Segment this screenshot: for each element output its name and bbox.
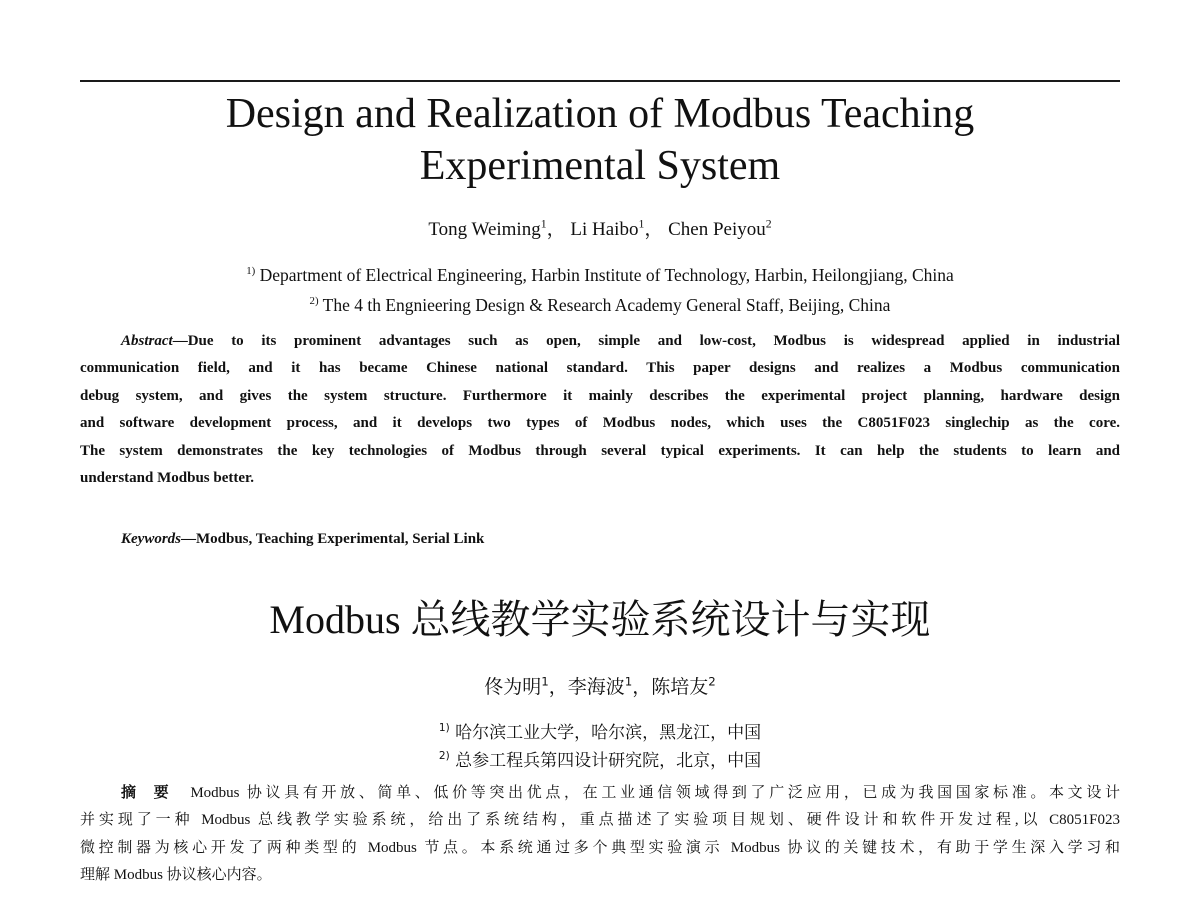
affiliation-marker: 1 — [541, 674, 549, 689]
author-separator: ， — [644, 219, 664, 240]
author-name: 李海波 — [567, 676, 625, 698]
affiliation-marker: 1 — [540, 217, 547, 231]
abstract-chinese — [80, 780, 1120, 890]
affiliation-marker: 2 — [765, 217, 772, 231]
abstract-line: debug system, and gives the system structure. Furthermore it mainly describes the experimental project planning, hardware design — [80, 387, 1120, 404]
author-name: 佟为明 — [484, 676, 542, 698]
affiliation-2-chinese — [0, 750, 1200, 772]
paper-title-chinese: Modbus 总线教学实验系统设计与实现 — [269, 597, 931, 642]
affiliation-text: Department of Electrical Engineering, Harbin Institute of Technology, Harbin, Heilongjiang, China — [259, 265, 954, 285]
abstract-line: Abstract—Due to its prominent advantages such as open, simple and low-cost, Modbus is widespread applied in industrial — [121, 333, 1120, 349]
title-line-1: Design and Realization of Modbus Teaching — [225, 91, 975, 137]
affiliation-text: The 4 th Engnieering Design & Research Academy General Staff, Beijing, China — [322, 295, 891, 315]
author-name: Li Haibo — [570, 219, 639, 240]
affiliation-text: 哈尔滨工业大学，哈尔滨，黑龙江，中国 — [455, 723, 762, 743]
paper-title-english — [0, 88, 1200, 192]
author-separator: ， — [546, 219, 566, 240]
affiliation-mark: 1) — [246, 264, 256, 277]
affiliation-marker: 2 — [708, 674, 716, 689]
author-name: 陈培友 — [651, 676, 709, 698]
author-separator: ， — [548, 676, 568, 698]
affiliation-marker: 1 — [638, 217, 645, 231]
author-list-chinese — [0, 675, 1200, 699]
keywords-english — [121, 528, 484, 550]
abstract-line: The system demonstrates the key technologies of Modbus through several typical experiments. It can help the students to learn and — [80, 442, 1120, 459]
abstract-line: 摘要 Modbus 协议具有开放、简单、低价等突出优点，在工业通信领域得到了广泛应用，已成为我国国家标准。本文设计 — [121, 785, 1120, 801]
abstract-line: 并实现了一种 Modbus 总线教学实验系统，给出了系统结构，重点描述了实验项目规划、硬件设计和软件开发过程,以 C8051F023 — [80, 812, 1120, 829]
author-separator: ， — [632, 676, 652, 698]
keywords-text: —Modbus, Teaching Experimental, Serial Link — [181, 531, 485, 547]
keywords-label: Keywords — [121, 531, 181, 547]
affiliation-1-english — [0, 264, 1200, 286]
abstract-line: 微控制器为核心开发了两种类型的 Modbus 节点。本系统通过多个典型实验演示 Modbus 协议的关键技术，有助于学生深入学习和 — [80, 839, 1120, 856]
abstract-line: and software development process, and it develops two types of Modbus nodes, which uses the C8051F023 singlechip as the core. — [80, 415, 1120, 432]
abstract-english — [80, 328, 1120, 492]
author-name: Tong Weiming — [428, 219, 541, 240]
affiliation-mark: 2) — [309, 294, 319, 307]
affiliation-2-english — [0, 294, 1200, 316]
abstract-line: communication field, and it has became Chinese national standard. This paper designs and realizes a Modbus communication — [80, 360, 1120, 377]
author-name: Chen Peiyou — [668, 219, 766, 240]
header-rule — [80, 80, 1120, 82]
author-list-english — [0, 218, 1200, 242]
abstract-line: understand Modbus better. — [80, 469, 255, 486]
abstract-label: Abstract — [121, 333, 173, 349]
affiliation-1-chinese — [0, 722, 1200, 744]
abstract-label: 摘要 — [121, 785, 187, 801]
title-line-2: Experimental System — [419, 143, 781, 189]
affiliation-marker: 1 — [624, 674, 633, 689]
abstract-line: 理解 Modbus 协议核心内容。 — [80, 867, 272, 884]
affiliation-mark: 1) — [438, 722, 450, 735]
affiliation-text: 总参工程兵第四设计研究院，北京，中国 — [455, 751, 762, 771]
affiliation-mark: 2) — [438, 750, 450, 763]
